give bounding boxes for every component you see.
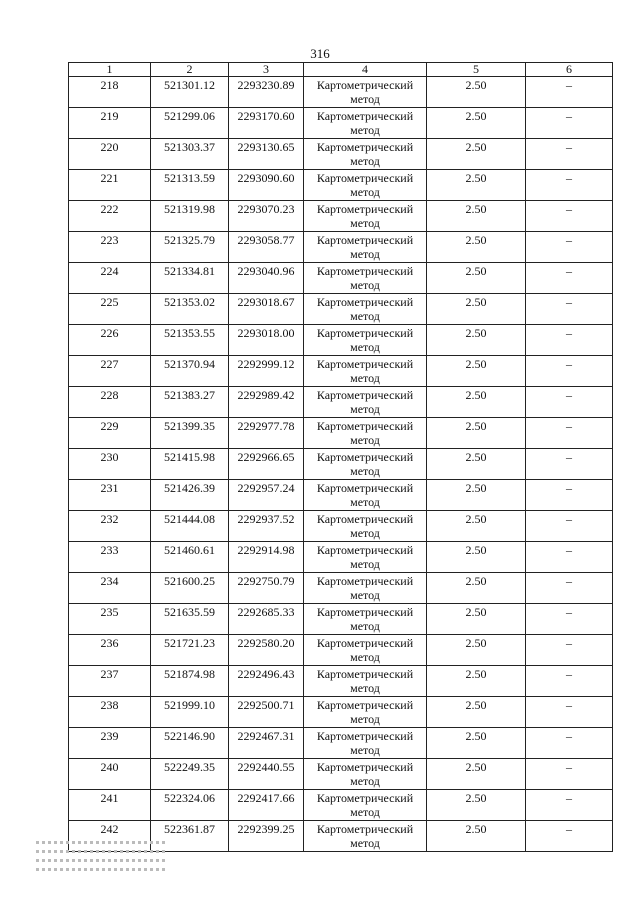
- note-cell: –: [526, 821, 613, 852]
- x-coordinate-cell: 521721.23: [151, 635, 229, 666]
- y-coordinate-cell: 2293018.00: [229, 325, 304, 356]
- method-cell: [304, 387, 427, 418]
- point-number-cell: 224: [69, 263, 151, 294]
- method-line1: Картометрический: [316, 543, 414, 557]
- method-line1: Картометрический: [316, 419, 414, 433]
- method-line2: метод: [350, 836, 380, 850]
- x-coordinate-cell: 521874.98: [151, 666, 229, 697]
- y-coordinate-cell: 2292580.20: [229, 635, 304, 666]
- method-line2: метод: [350, 154, 380, 168]
- accuracy-cell: 2.50: [427, 511, 526, 542]
- point-number-cell: 218: [69, 77, 151, 108]
- point-number-cell: 231: [69, 480, 151, 511]
- note-cell: –: [526, 294, 613, 325]
- point-number-cell: 223: [69, 232, 151, 263]
- y-coordinate-cell: 2292977.78: [229, 418, 304, 449]
- note-cell: –: [526, 759, 613, 790]
- accuracy-cell: 2.50: [427, 232, 526, 263]
- point-number-cell: 242: [69, 821, 151, 852]
- y-coordinate-cell: 2292914.98: [229, 542, 304, 573]
- note-cell: –: [526, 356, 613, 387]
- table-row: [69, 356, 613, 387]
- method-line2: метод: [350, 216, 380, 230]
- note-cell: –: [526, 542, 613, 573]
- header-cell: 6: [526, 63, 613, 77]
- accuracy-cell: 2.50: [427, 201, 526, 232]
- method-line1: Картометрический: [316, 729, 414, 743]
- y-coordinate-cell: 2292937.52: [229, 511, 304, 542]
- point-number-cell: 241: [69, 790, 151, 821]
- note-cell: –: [526, 418, 613, 449]
- accuracy-cell: 2.50: [427, 635, 526, 666]
- table-row: [69, 759, 613, 790]
- accuracy-cell: 2.50: [427, 542, 526, 573]
- method-line2: метод: [350, 433, 380, 447]
- accuracy-cell: 2.50: [427, 387, 526, 418]
- table-row: [69, 232, 613, 263]
- y-coordinate-cell: 2292966.65: [229, 449, 304, 480]
- note-cell: –: [526, 635, 613, 666]
- accuracy-cell: 2.50: [427, 418, 526, 449]
- method-line2: метод: [350, 92, 380, 106]
- accuracy-cell: 2.50: [427, 325, 526, 356]
- table-row: [69, 139, 613, 170]
- note-cell: –: [526, 387, 613, 418]
- faint-stamp-marks: [36, 835, 166, 885]
- y-coordinate-cell: 2293130.65: [229, 139, 304, 170]
- method-line1: Картометрический: [316, 481, 414, 495]
- header-cell: 2: [151, 63, 229, 77]
- method-cell: [304, 573, 427, 604]
- note-cell: –: [526, 573, 613, 604]
- method-cell: [304, 201, 427, 232]
- method-line1: Картометрический: [316, 605, 414, 619]
- table-row: [69, 325, 613, 356]
- table-row: [69, 573, 613, 604]
- table-row: [69, 418, 613, 449]
- method-line2: метод: [350, 402, 380, 416]
- x-coordinate-cell: 521301.12: [151, 77, 229, 108]
- method-cell: [304, 449, 427, 480]
- method-line1: Картометрический: [316, 264, 414, 278]
- note-cell: –: [526, 201, 613, 232]
- accuracy-cell: 2.50: [427, 697, 526, 728]
- method-cell: [304, 108, 427, 139]
- header-cell: 3: [229, 63, 304, 77]
- table-row: [69, 604, 613, 635]
- accuracy-cell: 2.50: [427, 821, 526, 852]
- y-coordinate-cell: 2292399.25: [229, 821, 304, 852]
- y-coordinate-cell: 2293070.23: [229, 201, 304, 232]
- method-cell: [304, 697, 427, 728]
- y-coordinate-cell: 2292685.33: [229, 604, 304, 635]
- method-line1: Картометрический: [316, 78, 414, 92]
- accuracy-cell: 2.50: [427, 77, 526, 108]
- accuracy-cell: 2.50: [427, 666, 526, 697]
- method-cell: [304, 666, 427, 697]
- note-cell: –: [526, 480, 613, 511]
- y-coordinate-cell: 2293170.60: [229, 108, 304, 139]
- method-line1: Картометрический: [316, 791, 414, 805]
- table-row: [69, 635, 613, 666]
- point-number-cell: 228: [69, 387, 151, 418]
- accuracy-cell: 2.50: [427, 263, 526, 294]
- x-coordinate-cell: 522361.87: [151, 821, 229, 852]
- method-line1: Картометрический: [316, 760, 414, 774]
- y-coordinate-cell: 2292440.55: [229, 759, 304, 790]
- method-line2: метод: [350, 123, 380, 137]
- method-line2: метод: [350, 247, 380, 261]
- point-number-cell: 222: [69, 201, 151, 232]
- point-number-cell: 227: [69, 356, 151, 387]
- method-cell: [304, 418, 427, 449]
- method-cell: [304, 139, 427, 170]
- y-coordinate-cell: 2292999.12: [229, 356, 304, 387]
- method-cell: [304, 325, 427, 356]
- x-coordinate-cell: 521325.79: [151, 232, 229, 263]
- note-cell: –: [526, 139, 613, 170]
- method-line2: метод: [350, 464, 380, 478]
- method-line1: Картометрический: [316, 636, 414, 650]
- point-number-cell: 233: [69, 542, 151, 573]
- point-number-cell: 239: [69, 728, 151, 759]
- point-number-cell: 221: [69, 170, 151, 201]
- method-line2: метод: [350, 650, 380, 664]
- accuracy-cell: 2.50: [427, 480, 526, 511]
- method-line1: Картометрический: [316, 109, 414, 123]
- note-cell: –: [526, 666, 613, 697]
- table-row: [69, 542, 613, 573]
- method-cell: [304, 511, 427, 542]
- method-line2: метод: [350, 371, 380, 385]
- table-row: [69, 790, 613, 821]
- x-coordinate-cell: 521370.94: [151, 356, 229, 387]
- note-cell: –: [526, 325, 613, 356]
- method-line2: метод: [350, 619, 380, 633]
- x-coordinate-cell: 521313.59: [151, 170, 229, 201]
- x-coordinate-cell: 522146.90: [151, 728, 229, 759]
- x-coordinate-cell: 521444.08: [151, 511, 229, 542]
- table-row: [69, 697, 613, 728]
- method-line2: метод: [350, 774, 380, 788]
- point-number-cell: 238: [69, 697, 151, 728]
- point-number-cell: 232: [69, 511, 151, 542]
- table-row: [69, 480, 613, 511]
- header-cell: 4: [304, 63, 427, 77]
- note-cell: –: [526, 232, 613, 263]
- method-line1: Картометрический: [316, 171, 414, 185]
- point-number-cell: 219: [69, 108, 151, 139]
- method-line2: метод: [350, 743, 380, 757]
- table-row: [69, 387, 613, 418]
- table-row: [69, 108, 613, 139]
- method-line2: метод: [350, 185, 380, 199]
- method-line1: Картометрический: [316, 140, 414, 154]
- point-number-cell: 230: [69, 449, 151, 480]
- x-coordinate-cell: 521415.98: [151, 449, 229, 480]
- method-cell: [304, 356, 427, 387]
- y-coordinate-cell: 2292467.31: [229, 728, 304, 759]
- method-cell: [304, 480, 427, 511]
- method-line2: метод: [350, 681, 380, 695]
- coordinates-table: [68, 62, 613, 852]
- method-cell: [304, 790, 427, 821]
- x-coordinate-cell: 521334.81: [151, 263, 229, 294]
- method-line1: Картометрический: [316, 450, 414, 464]
- y-coordinate-cell: 2292750.79: [229, 573, 304, 604]
- point-number-cell: 236: [69, 635, 151, 666]
- table-row: [69, 170, 613, 201]
- point-number-cell: 226: [69, 325, 151, 356]
- y-coordinate-cell: 2292989.42: [229, 387, 304, 418]
- method-line2: метод: [350, 805, 380, 819]
- method-cell: [304, 263, 427, 294]
- note-cell: –: [526, 728, 613, 759]
- method-cell: [304, 542, 427, 573]
- method-cell: [304, 232, 427, 263]
- y-coordinate-cell: 2293058.77: [229, 232, 304, 263]
- note-cell: –: [526, 449, 613, 480]
- y-coordinate-cell: 2292417.66: [229, 790, 304, 821]
- method-line1: Картометрический: [316, 512, 414, 526]
- x-coordinate-cell: 521600.25: [151, 573, 229, 604]
- table-row: [69, 511, 613, 542]
- point-number-cell: 220: [69, 139, 151, 170]
- note-cell: –: [526, 170, 613, 201]
- method-cell: [304, 821, 427, 852]
- x-coordinate-cell: 521399.35: [151, 418, 229, 449]
- point-number-cell: 229: [69, 418, 151, 449]
- note-cell: –: [526, 697, 613, 728]
- table-row: [69, 263, 613, 294]
- point-number-cell: 225: [69, 294, 151, 325]
- x-coordinate-cell: 521303.37: [151, 139, 229, 170]
- method-line1: Картометрический: [316, 574, 414, 588]
- accuracy-cell: 2.50: [427, 604, 526, 635]
- method-cell: [304, 728, 427, 759]
- table-row: [69, 666, 613, 697]
- method-line2: метод: [350, 278, 380, 292]
- header-row: [69, 63, 613, 77]
- header-cell: 1: [69, 63, 151, 77]
- method-line1: Картометрический: [316, 388, 414, 402]
- method-line2: метод: [350, 526, 380, 540]
- accuracy-cell: 2.50: [427, 356, 526, 387]
- method-line1: Картометрический: [316, 822, 414, 836]
- method-cell: [304, 170, 427, 201]
- method-line2: метод: [350, 340, 380, 354]
- x-coordinate-cell: 521635.59: [151, 604, 229, 635]
- accuracy-cell: 2.50: [427, 573, 526, 604]
- note-cell: –: [526, 604, 613, 635]
- method-cell: [304, 604, 427, 635]
- method-line1: Картометрический: [316, 357, 414, 371]
- y-coordinate-cell: 2293090.60: [229, 170, 304, 201]
- x-coordinate-cell: 522324.06: [151, 790, 229, 821]
- accuracy-cell: 2.50: [427, 728, 526, 759]
- x-coordinate-cell: 521383.27: [151, 387, 229, 418]
- accuracy-cell: 2.50: [427, 759, 526, 790]
- x-coordinate-cell: 521426.39: [151, 480, 229, 511]
- table-row: [69, 201, 613, 232]
- method-line1: Картометрический: [316, 326, 414, 340]
- y-coordinate-cell: 2293018.67: [229, 294, 304, 325]
- y-coordinate-cell: 2293230.89: [229, 77, 304, 108]
- y-coordinate-cell: 2292496.43: [229, 666, 304, 697]
- y-coordinate-cell: 2292500.71: [229, 697, 304, 728]
- note-cell: –: [526, 511, 613, 542]
- accuracy-cell: 2.50: [427, 108, 526, 139]
- accuracy-cell: 2.50: [427, 449, 526, 480]
- page-number: 316: [310, 46, 330, 61]
- x-coordinate-cell: 521353.55: [151, 325, 229, 356]
- header-cell: 5: [427, 63, 526, 77]
- note-cell: –: [526, 77, 613, 108]
- method-cell: [304, 759, 427, 790]
- method-line1: Картометрический: [316, 202, 414, 216]
- x-coordinate-cell: 521999.10: [151, 697, 229, 728]
- method-line2: метод: [350, 588, 380, 602]
- method-line1: Картометрический: [316, 667, 414, 681]
- table-row: [69, 728, 613, 759]
- point-number-cell: 234: [69, 573, 151, 604]
- y-coordinate-cell: 2293040.96: [229, 263, 304, 294]
- method-line1: Картометрический: [316, 698, 414, 712]
- note-cell: –: [526, 108, 613, 139]
- method-line2: метод: [350, 309, 380, 323]
- x-coordinate-cell: 521460.61: [151, 542, 229, 573]
- method-line2: метод: [350, 712, 380, 726]
- method-cell: [304, 77, 427, 108]
- note-cell: –: [526, 790, 613, 821]
- x-coordinate-cell: 521299.06: [151, 108, 229, 139]
- method-line1: Картометрический: [316, 295, 414, 309]
- point-number-cell: 240: [69, 759, 151, 790]
- table-row: [69, 294, 613, 325]
- method-line2: метод: [350, 557, 380, 571]
- table-row: [69, 77, 613, 108]
- table-row: [69, 449, 613, 480]
- accuracy-cell: 2.50: [427, 294, 526, 325]
- method-cell: [304, 294, 427, 325]
- point-number-cell: 237: [69, 666, 151, 697]
- note-cell: –: [526, 263, 613, 294]
- accuracy-cell: 2.50: [427, 790, 526, 821]
- point-number-cell: 235: [69, 604, 151, 635]
- accuracy-cell: 2.50: [427, 139, 526, 170]
- method-line1: Картометрический: [316, 233, 414, 247]
- method-cell: [304, 635, 427, 666]
- x-coordinate-cell: 521319.98: [151, 201, 229, 232]
- method-line2: метод: [350, 495, 380, 509]
- accuracy-cell: 2.50: [427, 170, 526, 201]
- y-coordinate-cell: 2292957.24: [229, 480, 304, 511]
- x-coordinate-cell: 522249.35: [151, 759, 229, 790]
- x-coordinate-cell: 521353.02: [151, 294, 229, 325]
